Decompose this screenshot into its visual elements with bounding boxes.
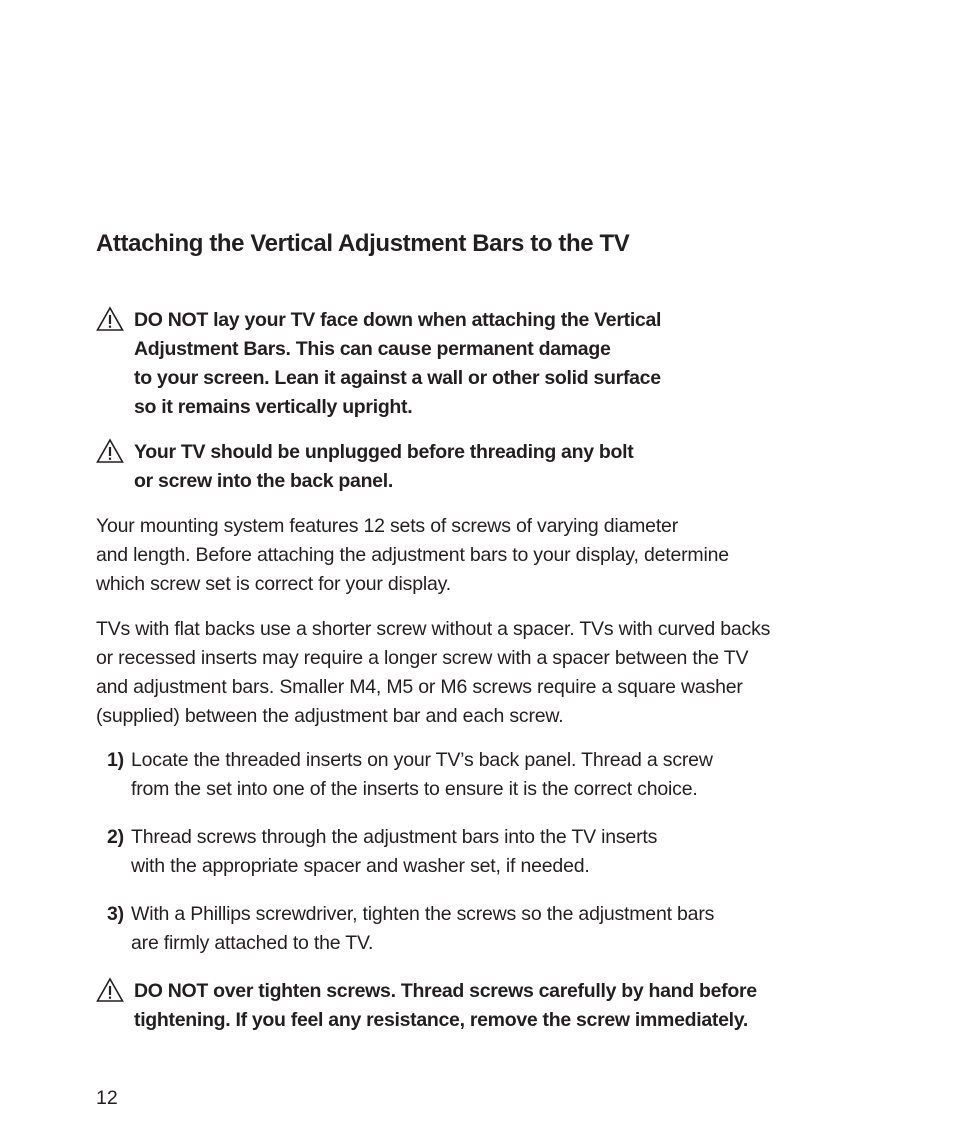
step-number: 3) [107, 903, 124, 925]
step-text: With a Phillips screwdriver, tighten the screws so the adjustment bars are firmly attached to the TV. [131, 903, 715, 954]
warning-triangle-icon [96, 438, 124, 464]
warning-over-tighten [96, 977, 896, 1035]
section-heading: Attaching the Vertical Adjustment Bars to the TV [96, 230, 630, 257]
warning-triangle-icon [96, 306, 124, 332]
warning-triangle-icon [96, 977, 124, 1003]
warning-text: DO NOT lay your TV face down when attaching the Vertical Adjustment Bars. This can cause permanent damage to your screen. Lean it against a wall or other solid surface so it remains vertically upright. [134, 309, 662, 418]
paragraph-screw-sets: Your mounting system features 12 sets of screws of varying diameter and length. Before attaching the adjustment bars to your display, determine which screw set is correct for your display. [96, 515, 729, 595]
warning-face-down [96, 306, 896, 422]
step-number: 2) [107, 826, 124, 848]
step-1 [107, 746, 907, 804]
warning-text: Your TV should be unplugged before threading any bolt or screw into the back panel. [134, 441, 634, 492]
warning-unplug [96, 438, 896, 496]
paragraph-screw-types: TVs with flat backs use a shorter screw without a spacer. TVs with curved backs or recessed inserts may require a longer screw with a spacer between the TV and adjustment bars. Smaller M4, M5 or M6 screws require a square washer (supplied) between the adjustment bar and each screw. [96, 618, 771, 727]
warning-text: DO NOT over tighten screws. Thread screws carefully by hand before tightening. If you feel any resistance, remove the screw immediately. [134, 980, 757, 1031]
step-number: 1) [107, 749, 124, 771]
step-text: Thread screws through the adjustment bars into the TV inserts with the appropriate spacer and washer set, if needed. [131, 826, 658, 877]
step-2 [107, 823, 907, 881]
page-number: 12 [96, 1087, 118, 1109]
step-3 [107, 900, 907, 958]
step-text: Locate the threaded inserts on your TV’s back panel. Thread a screw from the set into one of the inserts to ensure it is the correct choice. [131, 749, 713, 800]
